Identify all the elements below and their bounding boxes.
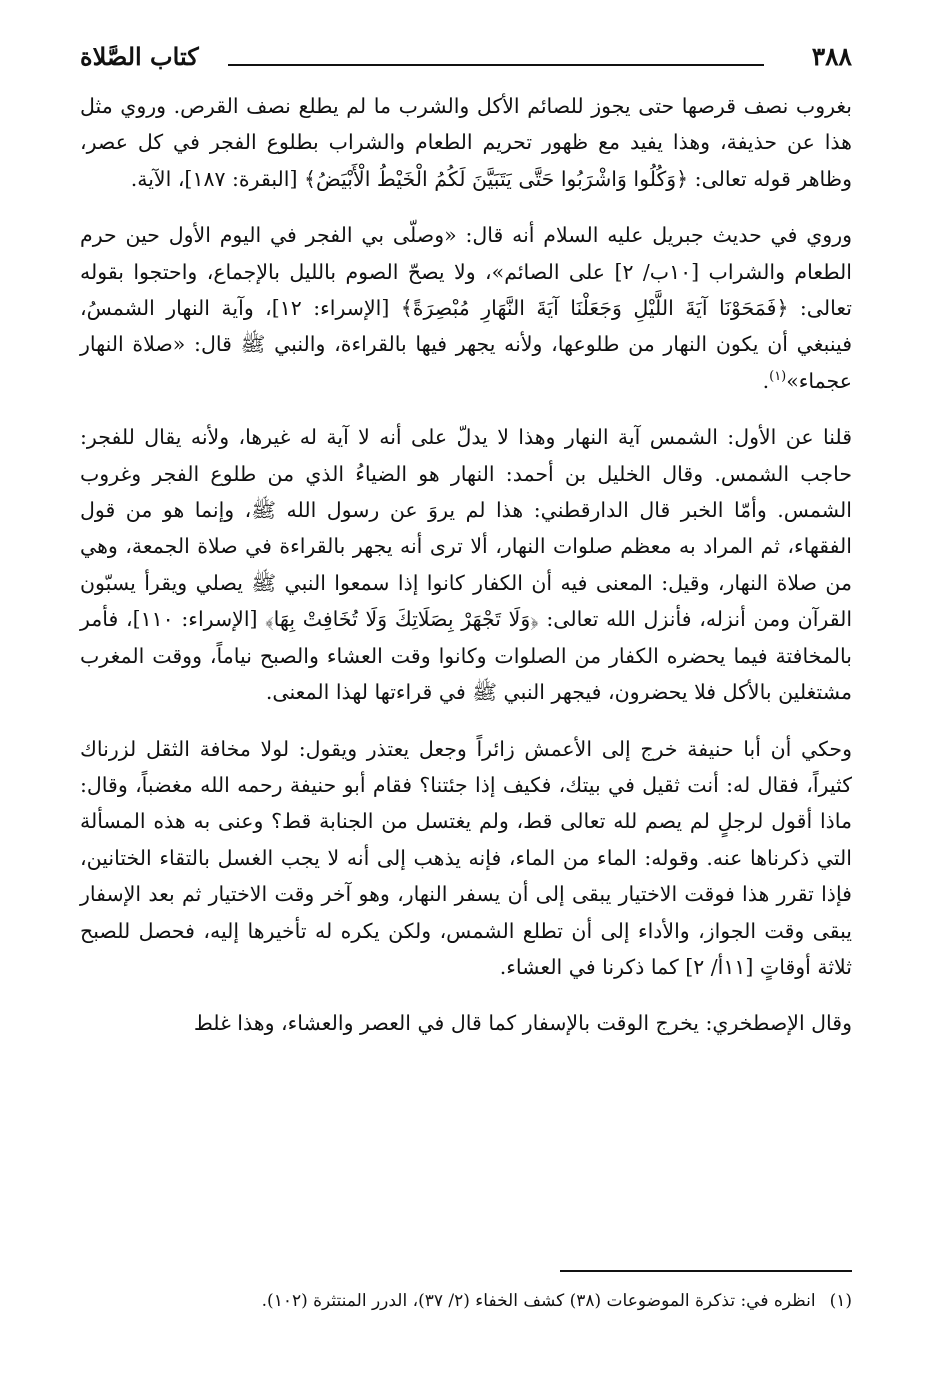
paragraph-1 xyxy=(80,88,852,197)
header-rule xyxy=(228,64,764,66)
quran-quote: ﴿فَمَحَوْنَا آيَةَ اللَّيْلِ وَجَعَلْنَا آيَةَ النَّهَارِ مُبْصِرَةً﴾ xyxy=(400,296,789,321)
paragraph-text: [الإسراء: ١١٠]، فأمر بالمخافتة فيما يحضره الكفار من الصلوات وكانوا وقت العشاء والصبح نياماً، ووقت المغرب مشتغلين بالأكل فلا يحضرون، فيجهر النبي ﷺ في قراءتها لهذا المعنى. xyxy=(80,607,852,705)
footnote xyxy=(80,1288,852,1314)
paragraph-3 xyxy=(80,419,852,710)
footnote-reference[interactable]: (١) xyxy=(769,369,787,385)
footnote-rule xyxy=(560,1270,852,1272)
page-header xyxy=(80,38,852,78)
footnote-number: (١) xyxy=(829,1291,852,1311)
quran-quote: ﴿وَلَا تَجْهَرْ بِصَلَاتِكَ وَلَا تُخَافِتْ بِهَا﴾ xyxy=(265,607,539,632)
paragraph-4 xyxy=(80,731,852,986)
paragraph-text: وقال الإصطخري: يخرج الوقت بالإسفار كما قال في العصر والعشاء، وهذا غلط xyxy=(193,1011,852,1036)
paragraph-text: وروي في حديث جبريل عليه السلام أنه قال: «وصلّى بي الفجر في اليوم الأول حين حرم الطعام والشراب [١٠ب/ ٢] على الصائم»، ولا يصحّ الصوم بالليل بالإجماع، واحتجوا بقوله تعالى: xyxy=(80,223,852,321)
paragraph-text: وحكي أن أبا حنيفة خرج إلى الأعمش زائراً وجعل يعتذر ويقول: لولا مخافة الثقل لزرناك كثيراً، فقال له: أنت ثقيل في بيتك، فكيف إذا جئتنا؟ فقام أبو حنيفة رحمه الله مغضباً، وقال: ماذا أقول لرجلٍ لم يصم لله تعالى قط، ولم يغتسل من الجنابة قط؟ وعنى به هذه المسألة التي ذكرناها عنه. وقوله: الماء من الماء، فإنه يذهب إلى أنه لا يجب الغسل بالتقاء الختانين، فإذا تقرر هذا فوقت الاختيار يبقى إلى أن يسفر النهار، وهو آخر وقت الاختيار ثم بعد الإسفار يبقى وقت الجواز، والأداء إلى أن تطلع الشمس، ولكن يكره له تأخيرها إليه، فحصل للصبح ثلاثة أوقاتٍ [١١أ/ ٢] كما ذكرنا في العشاء. xyxy=(80,736,852,979)
main-text xyxy=(80,88,852,1062)
running-title: كتاب الصَّلاة xyxy=(80,42,199,71)
paragraph-text: قلنا عن الأول: الشمس آية النهار وهذا لا يدلّ على أنه لا آية له غيرها، ولأنه يقال للفجر: حاجب الشمس. وقال الخليل بن أحمد: النهار هو الضياءُ الذي من طلوع الفجر وغروب الشمس. وأمّا الخبر قال الدارقطني: هذا لم يروَ عن رسول الله ﷺ، وإنما هو من قول الفقهاء، ثم المراد به معظم صلوات النهار، ألا ترى أنه يجهر بالقراءة في صلاة الجمعة، وهي من صلاة النهار، وقيل: المعنى فيه أن الكفار كانوا إذا سمعوا النبي ﷺ يصلي ويقرأ يسبّون القرآن ومن أنزله، فأنزل الله تعالى: xyxy=(80,425,853,632)
page-number: ٣٨٨ xyxy=(811,42,852,71)
paragraph-2 xyxy=(80,217,852,399)
paragraph-text: [البقرة: ١٨٧]، الآية. xyxy=(130,166,304,191)
paragraph-text: [الإسراء: ١٢]، وآية النهار الشمسُ، فينبغي أن يكون النهار من طلوعها، ولأنه يجهر فيها بالقراءة، والنبي ﷺ قال: «صلاة النهار عجماء» xyxy=(80,296,852,393)
quran-quote: ﴿وَكُلُوا وَاشْرَبُوا حَتَّى يَتَبَيَّنَ لَكُمُ الْخَيْطُ الْأَبْيَضُ﴾ xyxy=(303,166,689,191)
paragraph-text: . xyxy=(762,368,770,393)
paragraph-5 xyxy=(80,1005,852,1041)
paragraph-text: بغروب نصف قرصها حتى يجوز للصائم الأكل والشرب ما لم يطلع نصف القرص. وروي مثل هذا عن حذيفة، وهذا يفيد مع ظهور تحريم الطعام والشراب بطلوع الفجر في كل عصر، وظاهر قوله تعالى: xyxy=(80,94,852,191)
footnote-text: انظره في: تذكرة الموضوعات (٣٨) كشف الخفاء (٢/ ٣٧)، الدرر المنتثرة (١٠٢). xyxy=(261,1291,816,1311)
